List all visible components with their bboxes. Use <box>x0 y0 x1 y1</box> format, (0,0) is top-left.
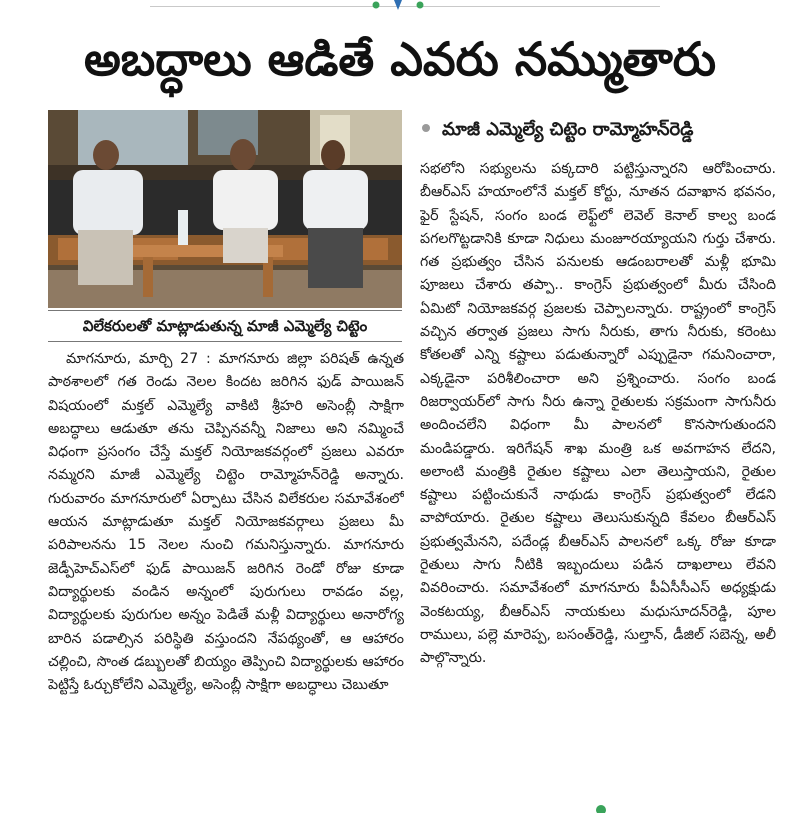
subheadline <box>422 112 762 148</box>
top-ornament-icon <box>368 0 428 10</box>
bullet-dot-icon <box>422 124 430 132</box>
article-body-left-column: మాగనూరు, మార్చి 27 : మాగనూరు జిల్లా పరిషత్ ఉన్నత పాఠశాలలో గత రెండు నెలల కిందట జరిగిన ఫుడ్ పాయిజన్ విషయంలో మక్తల్ ఎమ్మెల్యే వాకిటి శ్రీహరి అసెంబ్లీ సాక్షిగా అబద్ధాలు ఆడుతూ తను చెప్పినవన్నీ నిజాలు అని నమ్మించే విధంగా ప్రసంగం చేస్తే మక్తల్ నియోజకవర్గంలో ప్రజలు ఎవరూ నమ్మరని మాజీ ఎమ్మెల్యే చిట్టెం రామ్మోహన్‌రెడ్డి అన్నారు. గురువారం మాగనూరులో ఏర్పాటు చేసిన విలేకరుల సమావేశంలో ఆయన మాట్లాడుతూ మక్తల్ నియోజకవర్గాలు ప్రజలు మీ పరిపాలనను 15 నెలల నుంచి గమనిస్తున్నారు. మాగనూరు జెడ్పీహెచ్‌ఎస్‌లో ఫుడ్ పాయిజన్ జరిగిన రెండో రోజు కూడా విద్యార్థులకు వండిన అన్నంలో పురుగులు రావడం వల్ల, విద్యార్థులకు పురుగుల అన్నం పెడితే మళ్లీ విద్యార్థులు అనారోగ్య బారిన పడాల్సిన పరిస్థితి వస్తుందని నేపథ్యంతో, ఆ ఆహారం చల్లించి, సొంత డబ్బులతో బియ్యం తెప్పించి విద్యార్థులకు ఆహారం పెట్టిస్తే ఓర్చుకోలేని ఎమ్మెల్యే, అసెంబ్లీ సాక్షిగా అబద్ధాలు చెబుతూ <box>48 351 404 694</box>
bottom-ornament-icon <box>594 803 608 813</box>
subheadline-text: మాజీ ఎమ్మెల్యే చిట్టెం రామ్మోహన్‌రెడ్డి <box>442 119 694 140</box>
article-body-right-column: సభలోని సభ్యులను పక్కదారి పట్టిస్తున్నారని ఆరోపించారు. బీఆర్‌ఎస్ హయాంలోనే మక్తల్ కోర్టు, నూతన దవాఖాన భవనం, ఫైర్ స్టేషన్, సంగం బండ లెఫ్ట్‌లో లెవెల్ కెనాల్ కాల్వ బండ పగలగొట్టడానికి కూడా నిధులు మంజూరయ్యాయని గుర్తు చేశారు. గత ప్రభుత్వం చేసిన పనులకు ఆడంబరాలతో మళ్లీ భూమి పూజలు చేశారు తప్పా.. కాంగ్రెస్ ప్రభుత్వంలో మీరు చేసింది ఏమిటో నియోజకవర్గ ప్రజలకు చెప్పాలన్నారు. రాష్ట్రంలో కాంగ్రెస్ వచ్చిన తర్వాత ప్రజలు సాగు నీరుకు, తాగు నీరుకు, కరెంటు కోతలతో ఎన్ని కష్టాలు పడుతున్నారో ఎప్పుడైనా గమనించారా, ఎక్కడైనా పరిశీలించారా అని ప్రశ్నించారు. సంగం బండ రిజర్వాయర్‌లో సాగు నీరు ఉన్నా రైతులకు సక్రమంగా సాగునీరు అందించలేని విధంగా మీ పాలనలో కొనసాగుతుందని మండిపడ్డారు. ఇరిగేషన్ శాఖ మంత్రి ఒక అవగాహన లేదని, అలాంటి మంత్రికి రైతుల కష్టాలు ఎలా తెలుస్తాయని, రైతుల కష్టాలు పట్టించుకునే నాథుడు కాంగ్రెస్ ప్రభుత్వంలో లేడని వాపోయారు. రైతుల కష్టాలు తెలుసుకున్నది కేవలం బీఆర్‌ఎస్ ప్రభుత్వమేనని, పదేండ్ల బీఆర్‌ఎస్ పాలనలో ఒక్క రోజు కూడా రైతులు సాగు నీటికి ఇబ్బందులు పడిన దాఖలాలు లేవని వివరించారు. సమావేశంలో మాగనూరు పీఏసీసీఎస్ అధ్యక్షుడు వెంకటయ్య, బీఆర్‌ఎస్ నాయకులు మధుసూదన్‌రెడ్డి, పూల రాములు, పల్లె మారెప్ప, బసంత్‌రెడ్డి, సుల్తాన్, డీజిల్ సబెన్న, అలీ పాల్గొన్నారు. <box>420 161 776 667</box>
article-headline: అబద్ధాలు ఆడితే ఎవరు నమ్ముతారు <box>83 32 716 86</box>
article-photo <box>48 110 402 308</box>
photo-caption: విలేకరులతో మాట్లాడుతున్న మాజీ ఎమ్మెల్యే చిట్టెం <box>48 310 402 342</box>
